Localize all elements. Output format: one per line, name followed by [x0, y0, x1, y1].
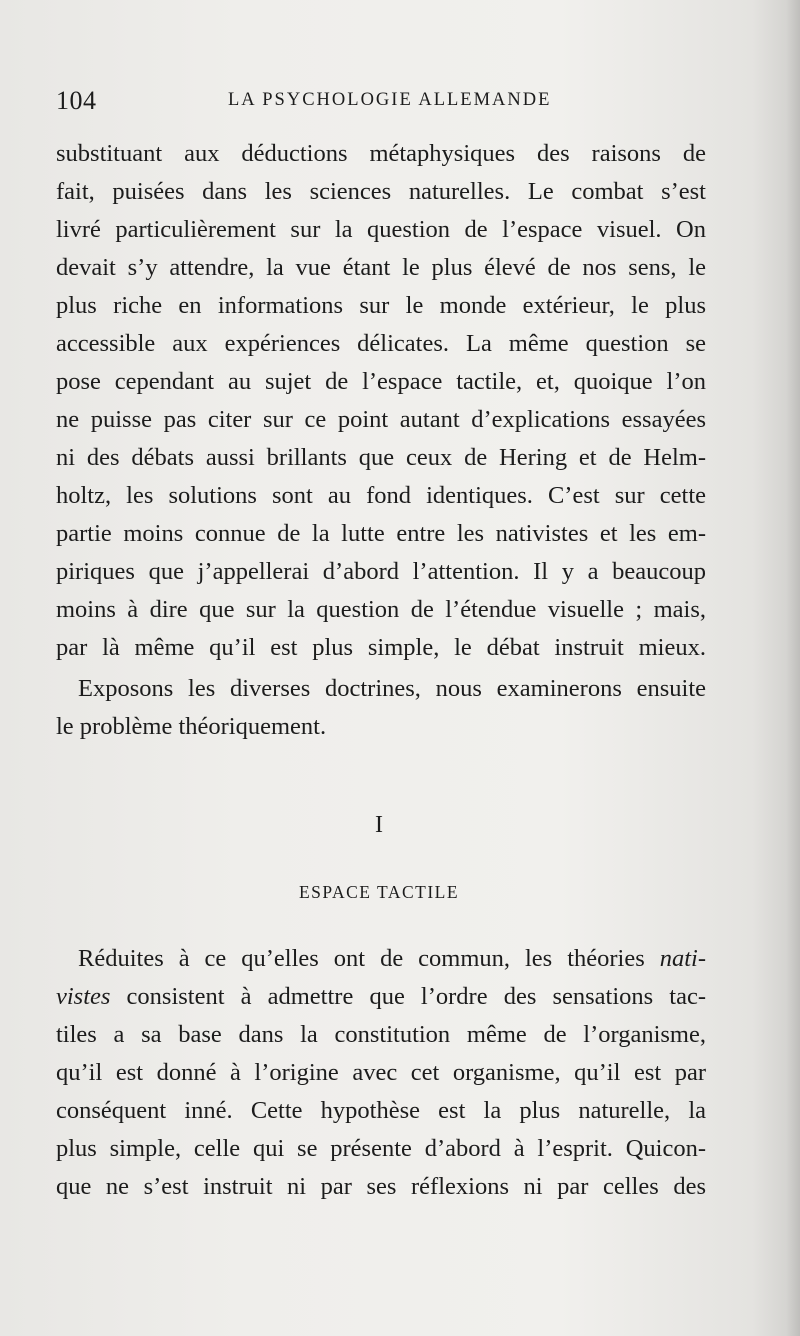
paragraph-3 [56, 940, 706, 1206]
text-run: consistent à admettre que l’ordre des sensations tac- [110, 983, 706, 1010]
text-line: conséquent inné. Cette hypothèse est la plus naturelle, la [56, 1097, 706, 1124]
text-line: ne puisse pas citer sur ce point autant d’explications essayées [56, 406, 706, 433]
text-line: le problème théoriquement. [56, 713, 327, 740]
text-line: plus riche en informations sur le monde extérieur, le plus [56, 292, 706, 319]
text-line: moins à dire que sur la question de l’étendue visuelle ; mais, [56, 596, 706, 623]
text-line: holtz, les solutions sont au fond identiques. C’est sur cette [56, 482, 706, 509]
italic-term: vistes [56, 983, 111, 1010]
section-number: I [375, 812, 383, 838]
text-line: par là même qu’il est plus simple, le débat instruit mieux. [56, 634, 706, 661]
paragraph-2 [56, 670, 706, 746]
text-line: accessible aux expériences délicates. La même question se [56, 330, 706, 357]
text-line: fait, puisées dans les sciences naturelles. Le combat s’est [56, 178, 706, 205]
text-line: plus simple, celle qui se présente d’abord à l’esprit. Quicon- [56, 1135, 706, 1162]
text-line: livré particulièrement sur la question de l’espace visuel. On [56, 216, 706, 243]
text-line [56, 940, 706, 978]
text-line [56, 978, 706, 1016]
text-line: substituant aux déductions métaphysiques des raisons de [56, 140, 706, 167]
text-line: pose cependant au sujet de l’espace tactile, et, quoique l’on [56, 368, 706, 395]
paragraph-1 [56, 135, 706, 667]
italic-term: nati- [659, 945, 706, 972]
text-run: Réduites à ce qu’elles ont de commun, les théories [78, 945, 660, 972]
section-title: ESPACE TACTILE [298, 882, 460, 902]
text-line: partie moins connue de la lutte entre les nativistes et les em- [56, 520, 706, 547]
text-line: tiles a sa base dans la constitution même de l’organisme, [56, 1021, 706, 1048]
text-line: devait s’y attendre, la vue étant le plus élevé de nos sens, le [56, 254, 706, 281]
running-title: LA PSYCHOLOGIE ALLEMANDE [228, 90, 552, 110]
text-line: qu’il est donné à l’origine avec cet organisme, qu’il est par [56, 1059, 706, 1086]
text-line: que ne s’est instruit ni par ses réflexions ni par celles des [56, 1173, 706, 1200]
text-line: piriques que j’appellerai d’abord l’attention. Il y a beaucoup [56, 558, 706, 585]
page-number: 104 [56, 86, 97, 115]
text-line: Exposons les diverses doctrines, nous examinerons ensuite [78, 675, 706, 702]
page-edge-shadow [786, 0, 800, 1336]
running-header [56, 86, 706, 118]
text-line: ni des débats aussi brillants que ceux de Hering et de Helm- [56, 444, 706, 471]
